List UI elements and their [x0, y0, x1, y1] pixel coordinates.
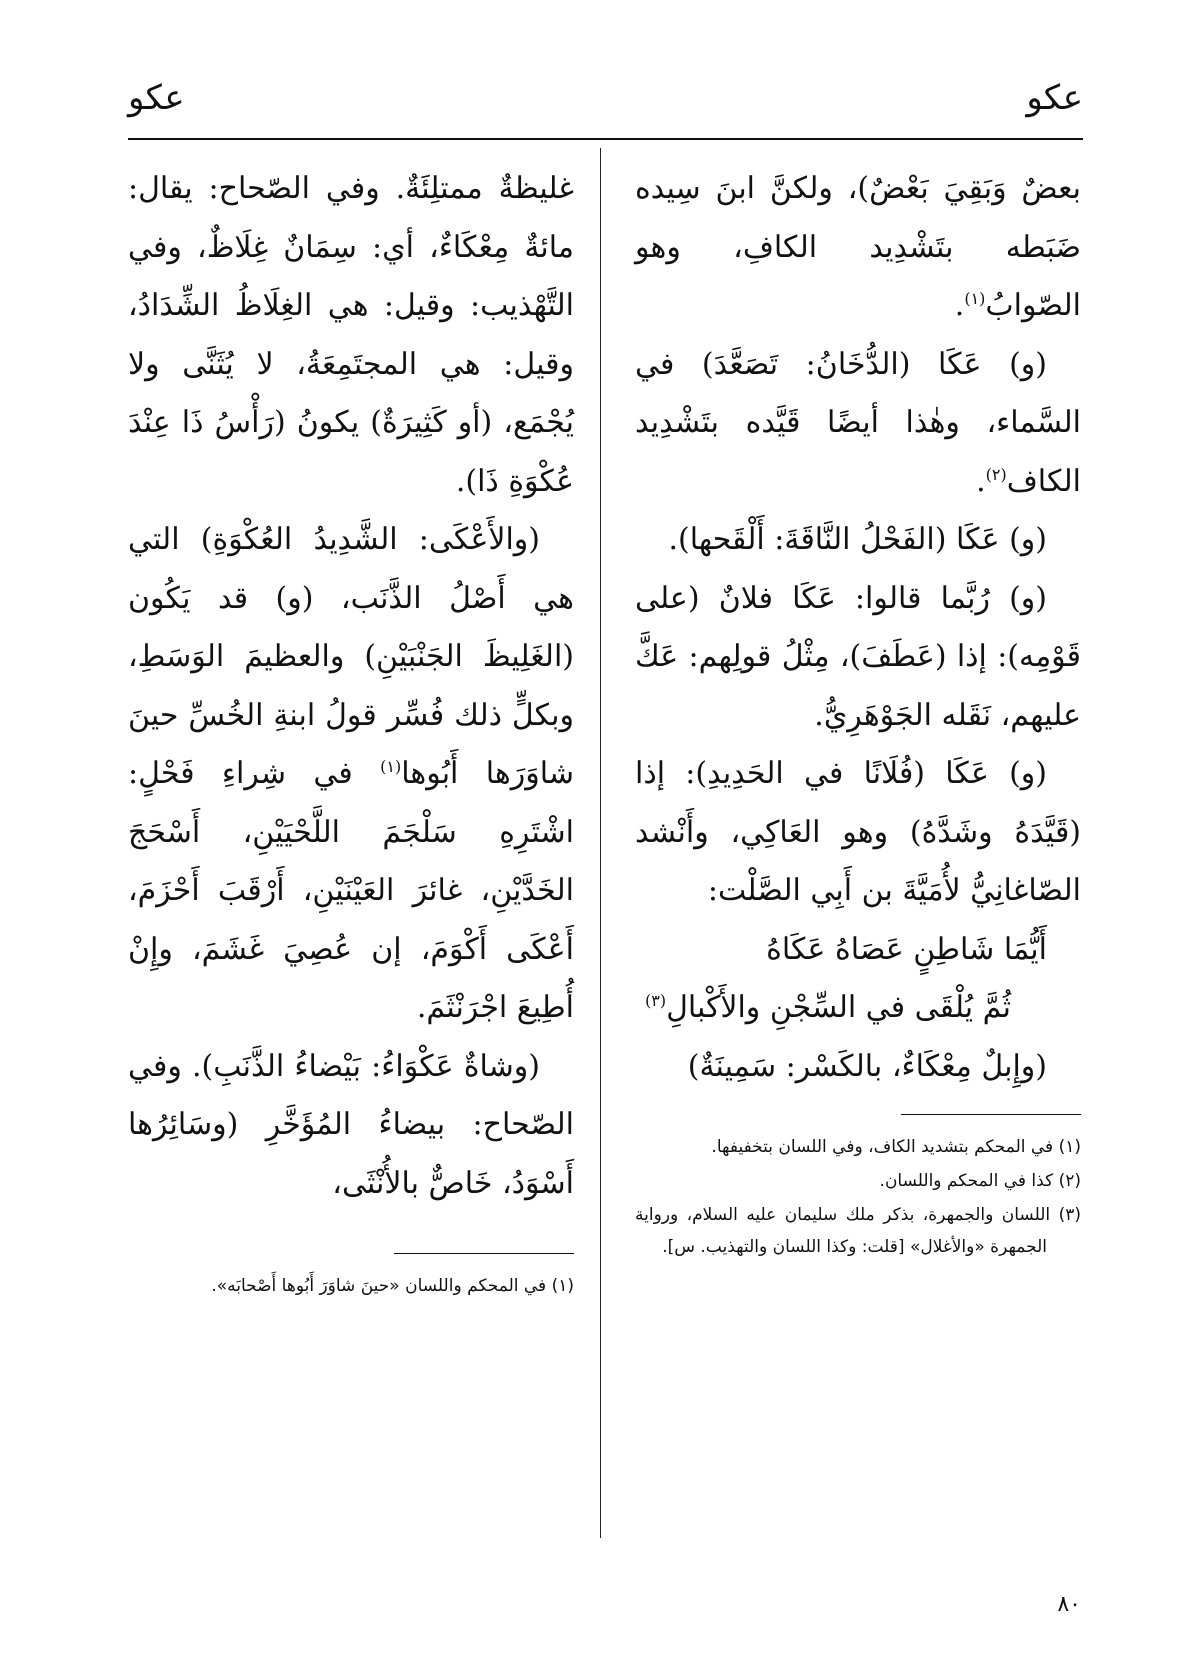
verse-line-2: ثُمَّ يُلْقَى في السِّجْنِ والأَكْبالِ$^{(٣)}$ [644, 990, 1011, 1025]
paragraph: (و) عَكَا (الدُّخَانُ: تَصَعَّدَ) في السَّماء، وهٰذا أيضًا قَيَّده بتَشْدِيد الكاف$^{(٢)}$. [635, 346, 1081, 499]
page-number: ٨٠ [1057, 1592, 1081, 1617]
paragraph: (والأَعْكَى: الشَّدِيدُ العُكْوَةِ) التي هي أَصْلُ الذَّنَب، (و) قد يَكُون (الغَلِيظَ الجَنْبَيْنِ) والعظيمَ الوَسَطِ، وبكلٍّ ذلك فُسِّر قولُ ابنةِ الخُسِّ حينَ شاوَرَها أَبُوها$^{(١)}$ في شِراءِ فَحْلٍ: اشْتَرِهِ سَلْجَمَ اللَّحْيَيْنِ، أَسْحَجَ الخَدَّيْنِ، غائرَ العَيْنَيْنِ، أَرْقَبَ أَحْزَمَ، أَعْكَى أَكْوَمَ، إن عُصِيَ غَشَمَ، وإِنْ أُطِيعَ اجْرَنْثَمَ. [128, 522, 574, 1025]
paragraph: (و) عَكَا (الفَحْلُ النَّاقَةَ: أَلْقَحها). [668, 522, 1047, 557]
footnote-ref: (٣) [644, 991, 667, 1010]
running-header-right: عكو [1026, 78, 1083, 118]
footnote-rule [901, 1114, 1081, 1115]
header-rule [128, 138, 1083, 140]
verse-line-1: أَيُّمَا شَاطِنٍ عَصَاهُ عَكَاهُ [766, 931, 1047, 967]
footnote-ref: (٢) [985, 464, 1007, 484]
paragraph: (وإِبلٌ مِعْكَاءٌ، بالكَسْر: سَمِينَةٌ) [687, 1048, 1047, 1084]
right-footnotes [635, 1131, 1081, 1263]
footnote: (٢) كذا في المحكم واللسان. [879, 1171, 1081, 1191]
footnote-ref: (١) [964, 289, 986, 308]
footnote: (١) في المحكم واللسان «حينَ شاوَرَ أَبُوها أَصْحابَه». [211, 1276, 574, 1296]
paragraph: (و) رُبَّما قالوا: عَكَا فلانٌ (على قَوْمِه): إذا (عَطَفَ)، مِثْلُ قولِهم: عَكَّ عليهم، نَقَله الجَوْهَرِيُّ. [635, 580, 1081, 733]
paragraph: بعضٌ وَبَقِيَ بَعْضٌ)، ولكنَّ ابنَ سِيده ضَبَطه بتَشْدِيد الكافِ، وهو الصّوابُ$^{(١)}$. [635, 171, 1081, 323]
left-footnotes [128, 1270, 574, 1302]
left-column [128, 160, 574, 1304]
paragraph: (وشاةٌ عَكْوَاءُ: بَيْضاءُ الذَّنَبِ). وفي الصّحاح: بيضاءُ المُؤَخَّرِ (وسَائِرُها أَسْوَدُ، خَاصٌّ بالأُنْثَى، [128, 1048, 574, 1201]
paragraph: غليظةٌ ممتلِئَةٌ. وفي الصّحاح: يقال: مائةٌ مِعْكَاءٌ، أي: سِمَانٌ غِلَاظٌ، وفي التَّهْذيب: وقيل: هي الغِلَاظُ الشِّدَادُ، وقيل: هي المجتَمِعَةُ، لا يُثَنَّى ولا يُجْمَع، (أو كَثِيرَةٌ) يكونُ (رَأْسُ ذَا عِنْدَ عُكْوَةِ ذَا). [128, 171, 574, 499]
column-divider [600, 148, 601, 1538]
right-column [635, 160, 1081, 1265]
footnote-rule [394, 1253, 574, 1254]
footnote-ref: (١) [380, 757, 402, 776]
paragraph: (و) عَكَا (فُلَانًا في الحَدِيدِ): إذا (قَيَّدَهُ وشَدَّهُ) وهو العَاكِي، وأَنْشد الصّاغانِيُّ لأُمَيَّةَ بن أَبِي الصَّلْت: [635, 756, 1081, 908]
footnote: (١) في المحكم بتشديد الكاف، وفي اللسان بتخفيفها. [711, 1137, 1081, 1157]
running-header-left: عكو [128, 78, 185, 118]
footnote: (٣) اللسان والجمهرة، بذكر ملك سليمان عليه السلام، ورواية الجمهرة «والأغلال» [قلت: وكذا اللسان والتهذيب. س]. [635, 1205, 1081, 1257]
